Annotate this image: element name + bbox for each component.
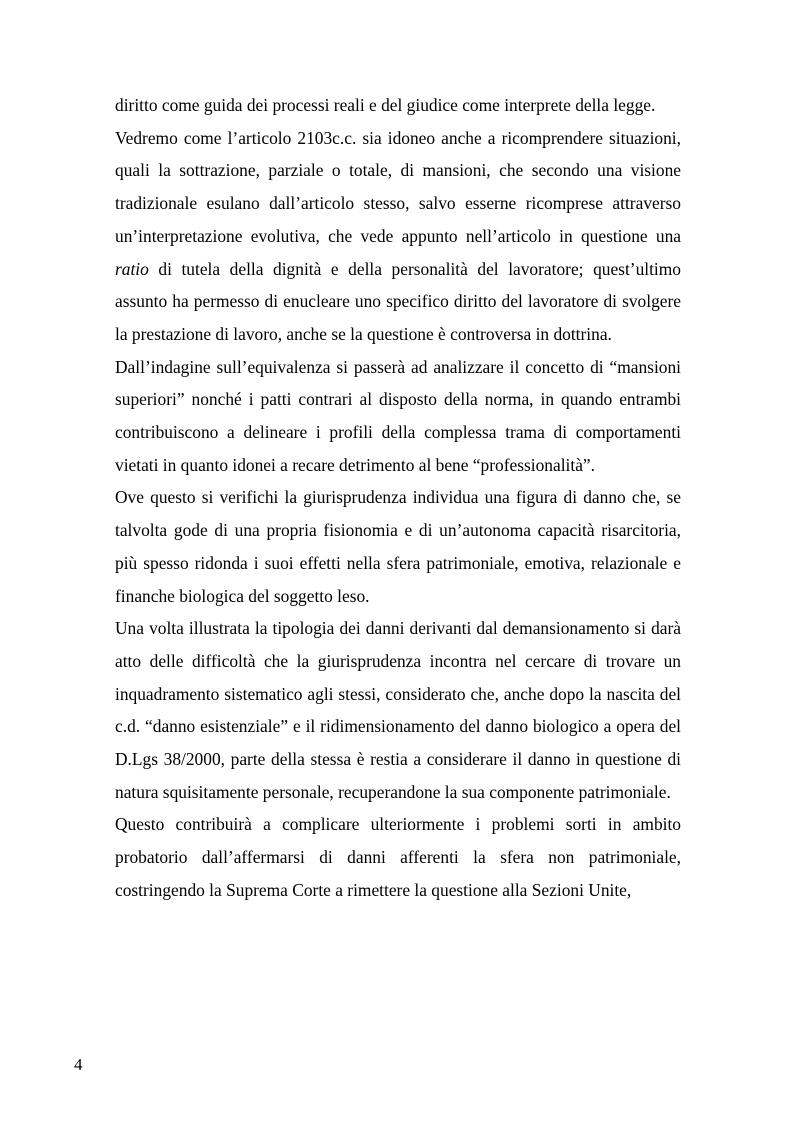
paragraph [115, 481, 681, 612]
paragraph-text: Una volta illustrata la tipologia dei danni derivanti dal demansionamento si darà atto delle difficoltà che la giurisprudenza incontra nel cercare di trovare un inquadramento sistematico agli stessi, considerato che, anche dopo la nascita del c.d. “danno esistenziale” e il ridimensionamento del danno biologico a opera del D.Lgs 38/2000, parte della stessa è restia a considerare il danno in questione di natura squisitamente personale, recuperandone la sua componente patrimoniale. [115, 618, 681, 802]
paragraph [115, 122, 681, 351]
paragraph [115, 89, 681, 122]
body-text [115, 89, 681, 907]
page-number: 4 [74, 1055, 83, 1074]
paragraph-text: Dall’indagine sull’equivalenza si passerà ad analizzare il concetto di “mansioni superiori” nonché i patti contrari al disposto della norma, in quando entrambi contribuiscono a delineare i profili della complessa trama di comportamenti vietati in quanto idonei a recare detrimento al bene “professionalità”. [115, 356, 681, 475]
paragraph-text: diritto come guida dei processi reali e del giudice come interprete della legge. [115, 95, 656, 115]
paragraph-text: Ove questo si verifichi la giurisprudenza individua una figura di danno che, se talvolta gode di una propria fisionomia e di un’autonoma capacità risarcitoria, più spesso ridonda i suoi effetti nella sfera patrimoniale, emotiva, relazionale e finanche biologica del soggetto leso. [115, 487, 681, 606]
paragraph [115, 351, 681, 482]
paragraph-text: Questo contribuirà a complicare ulteriormente i problemi sorti in ambito probatorio dall’affermarsi di danni afferenti la sfera non patrimoniale, costringendo la Suprema Corte a rimettere la questione alla Sezioni Unite, [115, 814, 681, 900]
italic-term: ratio [115, 258, 149, 279]
paragraph-text: Vedremo come l’articolo 2103c.c. sia idoneo anche a ricomprendere situazioni, quali la sottrazione, parziale o totale, di mansioni, che secondo una visione tradizionale esulano dall’articolo stesso, salvo esserne ricomprese attraverso un’interpretazione evolutiva, che vede appunto nell’articolo in questione una [115, 127, 681, 246]
paragraph-text: di tutela della dignità e della personalità del lavoratore; quest’ultimo assunto ha permesso di enucleare uno specifico diritto del lavoratore di svolgere la prestazione di lavoro, anche se la questione è controversa in dottrina. [115, 258, 681, 344]
paragraph [115, 808, 681, 906]
paragraph [115, 612, 681, 808]
